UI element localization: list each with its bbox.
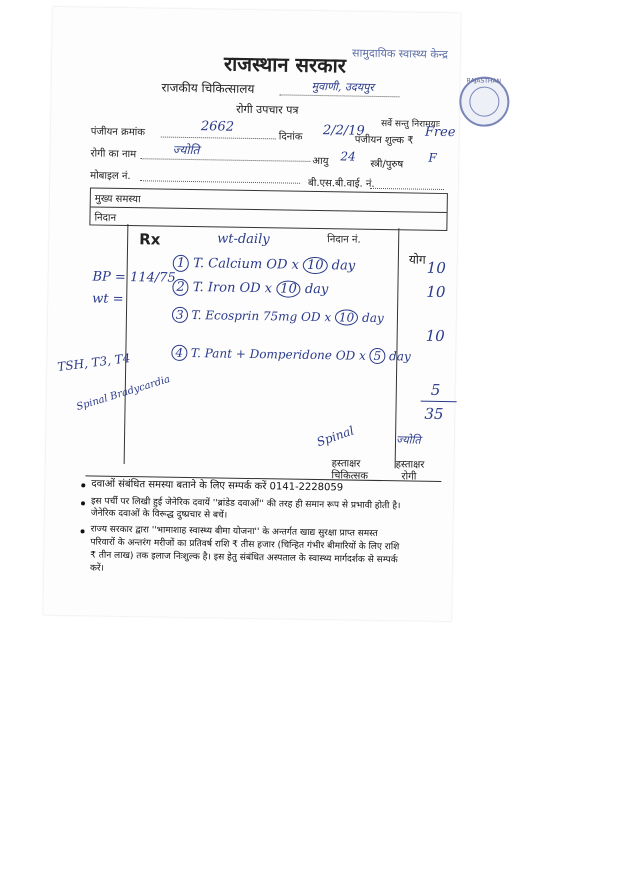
footer-scheme-3: ₹ तीन लाख) तक इलाज निःशुल्क है। इस हेतु संबंधित अस्पताल के स्वास्थ्य मार्गदर्शक से सम्पर्क <box>90 550 398 566</box>
hospital-label: राजकीय चिकित्सालय <box>161 80 255 97</box>
vital-bp: BP = 114/75 <box>92 269 176 286</box>
total-label: योग <box>408 252 426 267</box>
patient-label: रोगी <box>401 471 417 483</box>
form-title: रोगी उपचार पत्र <box>236 102 299 117</box>
age-value: 24 <box>340 149 356 164</box>
bpl-label: बी.एस.बी.वाई. नं. <box>307 177 375 190</box>
footer-helpline: दवाओं संबंधित समस्या बताने के लिए सम्पर्क करें 0141-2228059 <box>91 478 344 494</box>
gender-label: स्त्री/पुरुष <box>370 158 404 171</box>
footer-scheme-2: परिवारों के अन्तरंग मरीजों का प्रतिवर्ष राशि ₹ तीस हजार (चिन्हित गंभीर बीमारियों के लिए राशि <box>90 537 400 553</box>
rx-heading: wt-daily <box>217 231 270 248</box>
form-header-title: राजस्थान सरकार <box>223 51 347 78</box>
diagnosis-label: निदान <box>94 212 117 224</box>
rx-item: 4 T. Pant + Domperidone OD x 5 day <box>171 345 411 365</box>
hospital-location: मुवाणी, उदयपुर <box>311 79 375 94</box>
stamp-text: सामुदायिक स्वास्थ्य केन्द्र <box>352 46 449 62</box>
rx-qty: 10 <box>425 326 445 346</box>
rx-item: 2 T. Iron OD x 10 day <box>172 279 328 298</box>
rx-qty: 5 <box>430 380 441 399</box>
date-label: दिनांक <box>278 131 303 143</box>
fee-value: Free <box>424 124 456 141</box>
registration-label: पंजीयन क्रमांक <box>90 126 146 139</box>
patient-name-value: ज्योति <box>172 142 200 158</box>
rx-item: 3 T. Ecosprin 75mg OD x 10 day <box>172 307 384 326</box>
footer-scheme-1: राज्य सरकार द्वारा ''भामाशाह स्वास्थ्य बीमा योजना'' के अन्तर्गत खाद्य सुरक्षा प्राप्त समस्त <box>90 524 378 540</box>
lab-note: TSH, T3, T4 <box>56 351 132 374</box>
doctor-label: चिकित्सक <box>331 470 369 482</box>
mobile-label: मोबाइल नं. <box>90 170 131 183</box>
footer-scheme-4: करें। <box>89 563 105 574</box>
rx-total: 35 <box>424 404 444 424</box>
rx-qty: 10 <box>426 282 446 302</box>
doctor-sign-label: हस्ताक्षर <box>331 458 361 470</box>
patient-signature: ज्योति <box>395 433 421 447</box>
patient-name-label: रोगी का नाम <box>90 148 137 161</box>
fee-label: पंजीयन शुल्क ₹ <box>354 134 414 147</box>
diagnosis-number-label: निदान नं. <box>327 234 361 246</box>
age-label: आयु <box>312 155 329 168</box>
vital-weight: wt = <box>92 291 124 307</box>
rx-symbol: Rx <box>139 230 161 249</box>
rx-qty: 10 <box>426 258 446 278</box>
motto: सर्वे सन्तु निरामयाः <box>380 119 440 130</box>
date-value: 2/2/19 <box>322 123 365 139</box>
doctor-signature: Spinal <box>314 423 356 450</box>
rx-item: 1 T. Calcium OD x 10 day <box>173 255 356 275</box>
footer-generic-2: जेनेरिक दवाओं के विरूद्ध दुष्प्रचार से बचें। <box>90 508 228 521</box>
registration-value: 2662 <box>200 119 235 135</box>
gender-value: F <box>428 150 437 165</box>
prescription-sheet <box>43 7 502 621</box>
footer-generic-1: इस पर्ची पर लिखी हुई जेनेरिक दवायें ''ब्रांडेड दवाओं'' की तरह ही समान रूप से प्रभावी होती है। <box>90 496 401 512</box>
clinical-note: Spinal Bradycardia <box>75 373 172 414</box>
rajasthan-seal-icon: RAJASTHAN <box>459 76 510 127</box>
patient-sign-label: हस्ताक्षर <box>395 459 425 471</box>
main-problem-label: मुख्य समस्या <box>94 193 141 206</box>
